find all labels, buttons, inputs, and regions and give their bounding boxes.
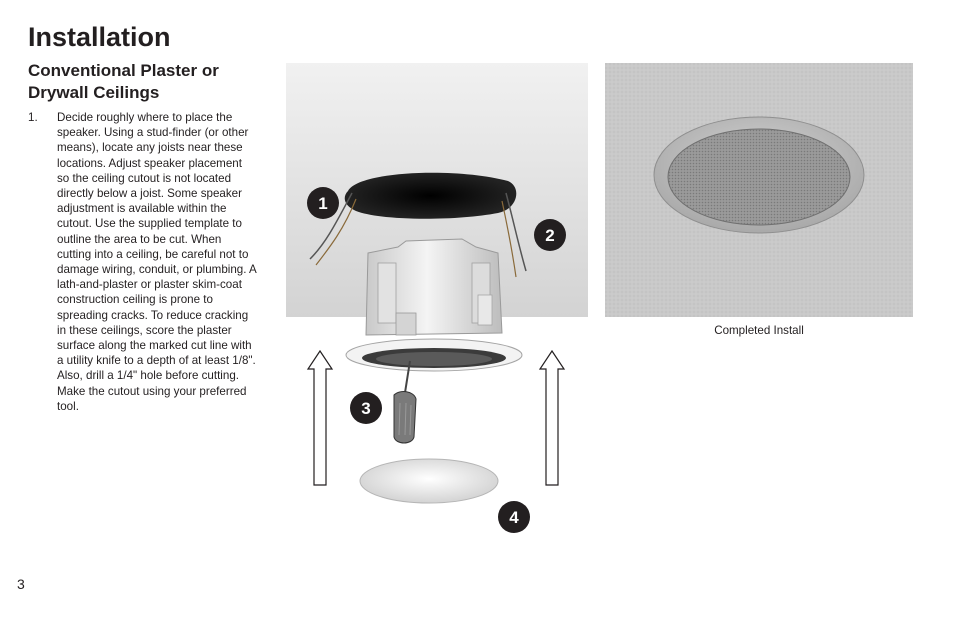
step-text: Decide roughly where to place the speaker. Using a stud-finder (or other means), locate any joists near these locations. Adjust speaker placement so the ceiling cutout is not located directly below a joist. Some speaker adjustment is available within the cutout. Use the supplied template to outline the area to be cut. When cutting into a ceiling, be careful not to damage wiring, conduit, or plumbing. A lath-and-plaster or plaster skim-coat construction ceiling is prone to spreading cracks. To reduce cracking in these ceilings, score the plaster surface along the marked cut line with a utility knife to a depth of at least 1/8". Also, drill a 1/4" hole before cutting. Make the cutout using your preferred tool. [57,111,257,413]
speaker-grille [360,459,498,503]
callout-3 [350,392,382,424]
installation-diagram-svg [286,63,592,543]
arrow-up-icon [308,351,332,485]
completed-install-photo [605,63,913,322]
speaker-flange [346,339,522,371]
page-number: 3 [17,576,25,592]
callout-2-label: 2 [545,226,555,245]
speaker-can [366,239,502,335]
screwdriver-icon [394,361,416,443]
completed-install-svg [605,63,913,317]
ceiling-cutout [345,173,517,219]
callout-4 [498,501,530,533]
callout-2 [534,219,566,251]
section-subtitle: Conventional Plaster or Drywall Ceilings [28,61,219,102]
arrow-up-icon [540,351,564,485]
installation-diagram [286,63,592,548]
callout-1 [307,187,339,219]
callout-1-label: 1 [318,194,328,213]
step-number: 1. [28,111,38,124]
speaker-grille-installed [668,129,850,225]
page-title: Installation [28,22,171,52]
callout-4-label: 4 [509,508,519,527]
callout-3-label: 3 [361,399,371,418]
photo-caption: Completed Install [714,324,804,337]
